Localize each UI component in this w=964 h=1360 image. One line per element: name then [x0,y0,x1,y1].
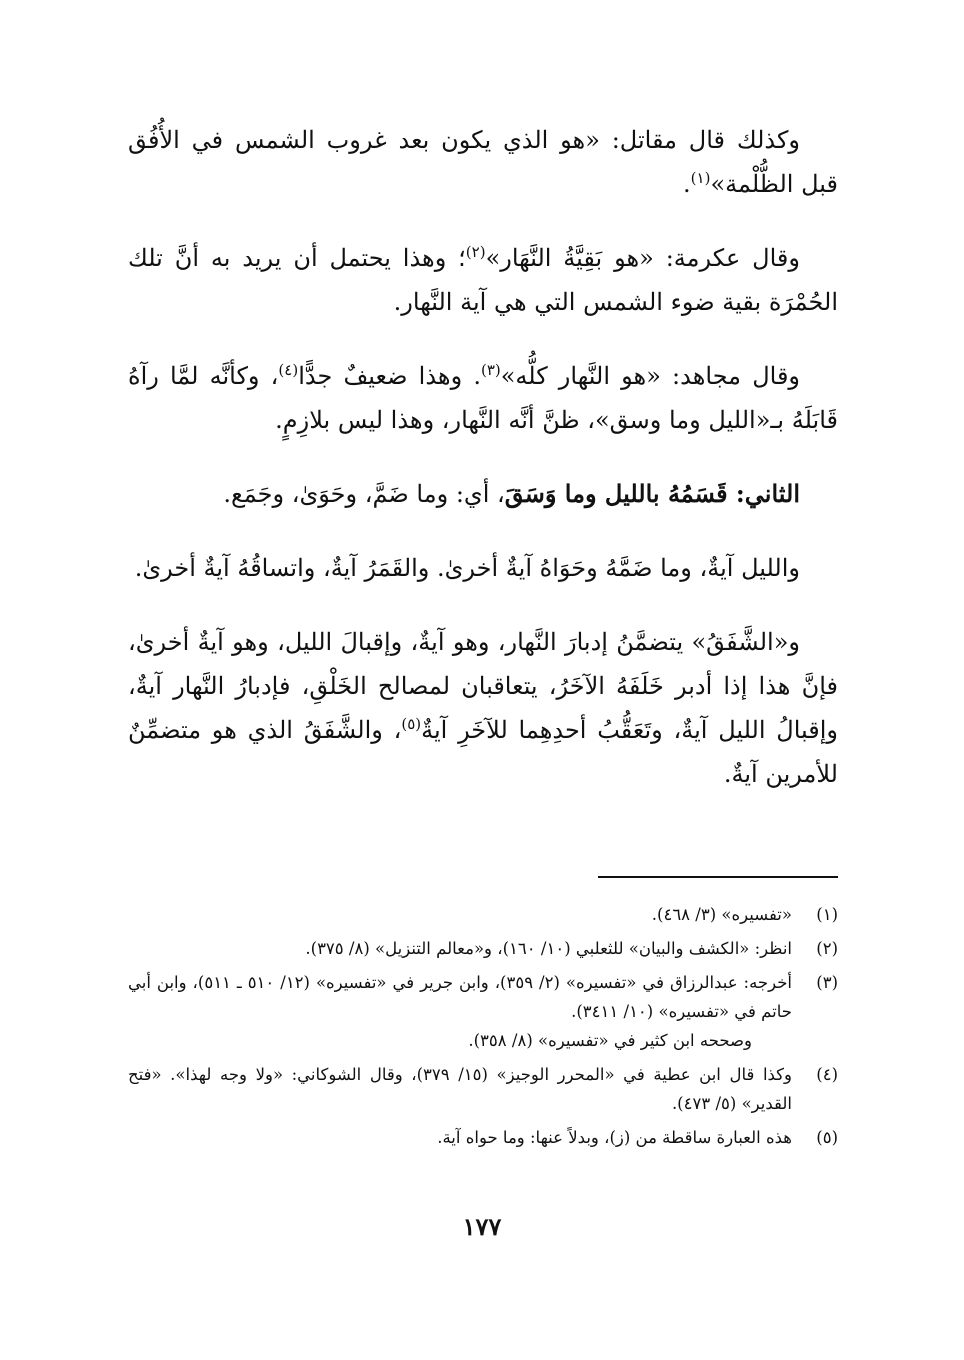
footnote-number: (٥) [816,1128,838,1147]
main-text [128,118,838,826]
footnote-line: وكذا قال ابن عطية في «المحرر الوجيز» (١٥/ ٣٧٩)، وقال الشوكاني: «ولا وجه لهذا». «فتح القدير» (٥/ ٤٧٣). [128,1065,793,1113]
paragraph-text: و«الشَّفَقُ» يتضمَّنُ إدبارَ النَّهار، وهو آيةٌ، وإقبالَ الليل، وهو آيةٌ أخرىٰ، فإنَّ هذا إذا أدبر خَلَفَهُ الآخَرُ، يتعاقبان لمصالح الخَلْقِ، فإدبارُ النَّهار آيةٌ، وإقبالُ الليل آيةٌ، وتَعَقُّبُ أحدِهِما للآخَرِ آيةٌ [128,628,839,744]
paragraph-text: ؛ وهذا يحتمل أن يريد به أنَّ تلك الحُمْرَة بقية ضوء الشمس التي هي آية النَّهار. [128,244,838,316]
footnote-line: انظر: «الكشف والبيان» للثعلبي (١٠/ ١٦٠)، و«معالم التنزيل» (٨/ ٣٧٥). [305,939,792,958]
footnote-item [128,968,838,1055]
footnote-reference: (٣) [480,361,501,379]
bold-heading-text: الثاني: قَسَمُهُ بالليل وما وَسَقَ [504,479,800,508]
paragraph-p5 [128,546,838,590]
footnote-line: هذه العبارة ساقطة من (ز)، وبدلاً عنها: وما حواه آية. [437,1128,792,1147]
paragraph-text: وقال عكرمة: «هو بَقِيَّةُ النَّهَار» [485,244,800,272]
footnote-line: أخرجه: عبدالرزاق في «تفسيره» (٢/ ٣٥٩)، وابن جرير في «تفسيره» (١٢/ ٥١٠ ـ ٥١١)، وابن أبي حاتم في «تفسيره» (١٠/ ٣٤١١). [128,973,793,1021]
footnote-item [128,1123,838,1152]
paragraph-p6 [128,620,838,796]
footnote-line: «تفسيره» (٣/ ٤٦٨). [651,905,792,924]
footnote-number: (١) [816,905,838,924]
footnote-text [128,1060,792,1118]
footnote-item [128,934,838,963]
footnote-reference: (١) [690,169,711,187]
paragraph-p2 [128,236,838,324]
paragraph-text: . [683,170,691,198]
footnote-reference: (٥) [401,715,422,733]
footnote-text [128,900,792,929]
footnote-item [128,900,838,929]
paragraph-text: وكذلك قال مقاتل: «هو الذي يكون بعد غروب الشمس في الأُفُق قبل الظُّلْمة» [128,126,838,198]
paragraph-p3 [128,354,838,442]
footnote-number: (٢) [816,939,838,958]
footnote-number: (٣) [816,973,838,992]
paragraph-text: وقال مجاهد: «هو النَّهار كلُّه» [500,362,801,390]
paragraph-text: ، وكأنَّه لمَّا رآهُ قَابَلَهُ بـ«الليل وما وسق»، ظنَّ أنَّه النَّهار، وهذا ليس بلازِمٍ. [128,362,838,434]
footnote-reference: (٤) [278,361,299,379]
paragraph-text: . وهذا ضعيفٌ جدًّا [298,362,481,390]
paragraph-p4 [128,472,838,516]
paragraph-p1 [128,118,838,206]
footnote-separator [598,876,838,878]
footnote-text [128,968,792,1055]
footnote-number: (٤) [816,1065,838,1084]
footnote-item [128,1060,838,1118]
page-number: ١٧٧ [462,1212,502,1241]
footnotes [128,900,838,1157]
footnote-text [128,934,792,963]
paragraph-text: والليل آيةٌ، وما ضَمَّهُ وحَوَاهُ آيةٌ أخرىٰ. والقَمَرُ آيةٌ، واتساقُهُ آيةٌ أخرىٰ. [134,554,800,582]
footnote-text [128,1123,792,1152]
footnote-subline: وصححه ابن كثير في «تفسيره» (٨/ ٣٥٨). [468,1031,752,1050]
footnote-reference: (٢) [465,243,486,261]
paragraph-text: ، أي: وما ضَمَّ، وحَوَىٰ، وجَمَع. [223,480,505,508]
paragraph-text: ، والشَّفَقُ الذي هو متضمِّنٌ للأمرين آيةٌ. [128,716,838,788]
